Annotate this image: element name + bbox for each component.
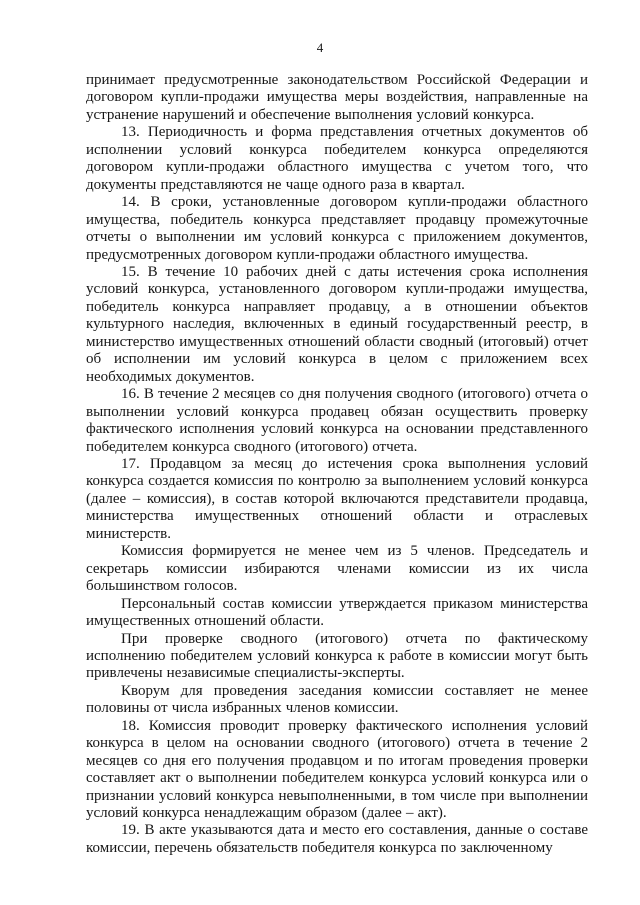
paragraph: 17. Продавцом за месяц до истечения срока выполнения условий конкурса создается комиссия по контролю за выполнением условий конкурса (далее – комиссия), в состав которой включаются представители продавца, министерства имущественных отношений области и отраслевых министерств.	[86, 455, 588, 542]
paragraph: 16. В течение 2 месяцев со дня получения сводного (итогового) отчета о выполнении условий конкурса продавец обязан осуществить проверку фактического исполнения условий конкурса на основании представленного победителем конкурса сводного (итогового) отчета.	[86, 386, 588, 455]
paragraph: принимает предусмотренные законодательством Российской Федерации и договором купли-продажи имущества меры воздействия, направленные на устранение нарушений и обеспечение выполнения условий конкурса.	[86, 72, 588, 123]
page-number: 4	[316, 40, 324, 55]
paragraph: 19. В акте указываются дата и место его составления, данные о составе комиссии, перечень обязательств победителя конкурса по заключенному	[86, 822, 588, 856]
paragraph: Комиссия формируется не менее чем из 5 членов. Председатель и секретарь комиссии избираются членами комиссии из их числа большинством голосов.	[86, 543, 588, 595]
paragraph: При проверке сводного (итогового) отчета по фактическому исполнению победителем условий конкурса к работе в комиссии могут быть привлечены независимые специалисты-эксперты.	[86, 630, 588, 682]
paragraph: Кворум для проведения заседания комиссии составляет не менее половины от числа избранных членов комиссии.	[86, 682, 588, 717]
paragraph: 14. В сроки, установленные договором купли-продажи областного имущества, победитель конкурса представляет продавцу промежуточные отчеты о выполнении им условий конкурса с приложением документов, предусмотренных договором купли-продажи областного имущества.	[86, 194, 588, 263]
paragraph: 18. Комиссия проводит проверку фактического исполнения условий конкурса в целом на основании сводного (итогового) отчета в течение 2 месяцев со дня его получения продавцом и по итогам проведения проверки составляет акт о выполнении победителем конкурса условий конкурса или о признании условий конкурса невыполненными, в том числе при выполнении условий конкурса ненадлежащим образом (далее – акт).	[86, 717, 588, 822]
paragraph: 15. В течение 10 рабочих дней с даты истечения срока исполнения условий конкурса, установленного договором купли-продажи имущества, победитель конкурса направляет продавцу, а в отношении объектов культурного наследия, включенных в единый государственный реестр, в министерство имущественных отношений области сводный (итоговый) отчет об исполнении им условий конкурса в целом с приложением всех необходимых документов.	[86, 263, 588, 385]
document-body	[86, 72, 588, 857]
paragraph: 13. Периодичность и форма представления отчетных документов об исполнении условий конкурса победителем конкурса определяются договором купли-продажи областного имущества с учетом того, что документы представляются не чаще одного раза в квартал.	[86, 124, 588, 193]
paragraph: Персональный состав комиссии утверждается приказом министерства имущественных отношений области.	[86, 595, 588, 630]
